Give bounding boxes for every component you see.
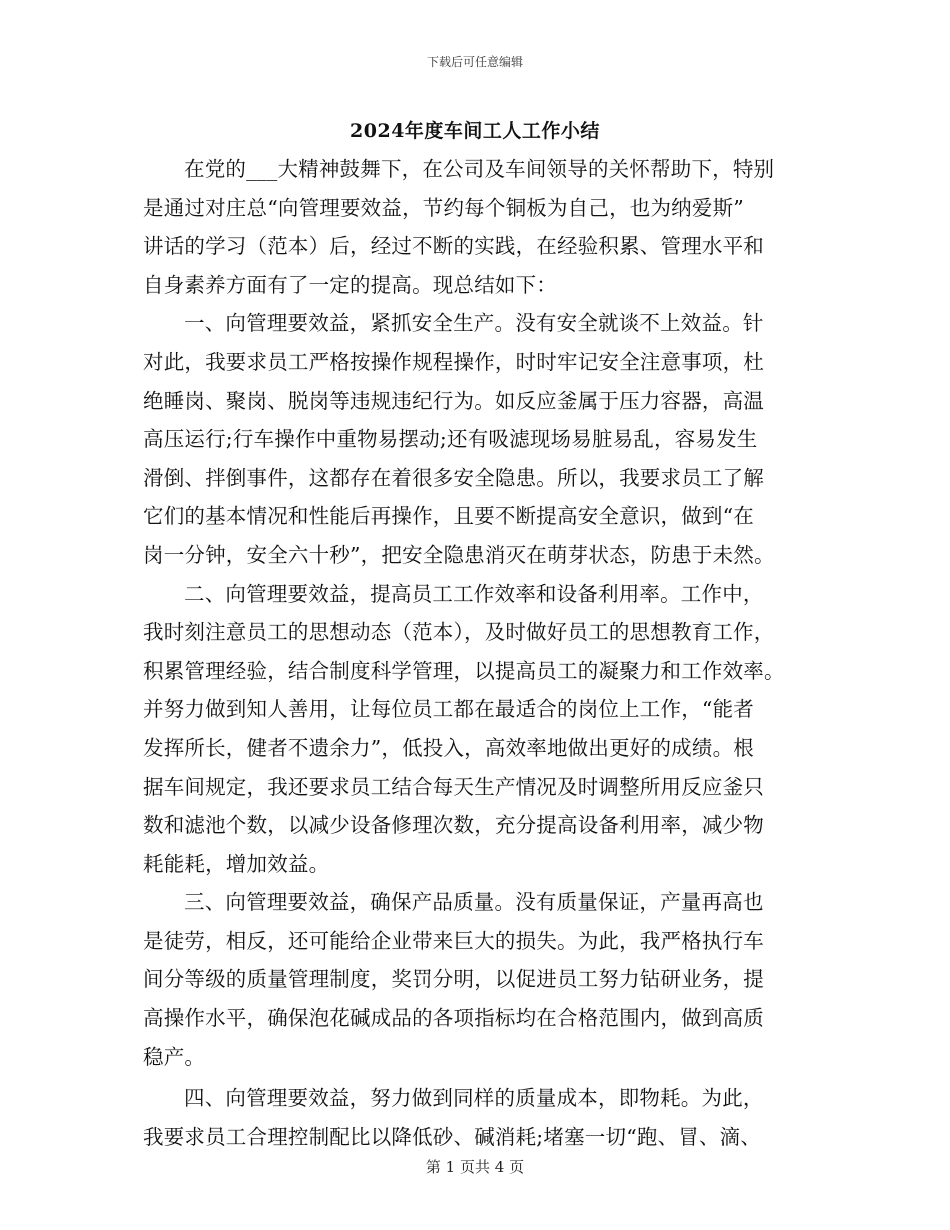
document-title: 2024年度车间工人工作小结 xyxy=(350,120,600,142)
text-line: 我要求员工合理控制配比以降低砂、碱消耗;堵塞一切“跑、冒、滴、 xyxy=(143,1124,762,1149)
text-line: 稳产。 xyxy=(143,1044,206,1069)
text-line: 三、向管理要效益，确保产品质量。没有质量保证，产量再高也 xyxy=(184,890,764,915)
text-line: 二、向管理要效益，提高员工工作效率和设备利用率。工作中， xyxy=(184,581,764,606)
paragraph-quality xyxy=(143,883,808,1076)
text-line: 数和滤池个数，以减少设备修理次数，充分提高设备利用率，减少物 xyxy=(143,813,764,838)
text-line: 讲话的学习（范本）后，经过不断的实践，在经验积累、管理水平和 xyxy=(143,234,764,259)
text-line: 并努力做到知人善用，让每位员工都在最适合的岗位上工作，“能者 xyxy=(143,697,754,722)
text-line: 发挥所长，健者不遗余力”，低投入，高效率地做出更好的成绩。根 xyxy=(143,735,754,760)
text-line: 间分等级的质量管理制度，奖罚分明，以促进员工努力钻研业务，提 xyxy=(143,967,764,992)
text-line: 是通过对庄总“向管理要效益，节约每个铜板为自己，也为纳爱斯” xyxy=(143,195,744,220)
text-line: 岗一分钟，安全六十秒”，把安全隐患消灭在萌芽状态，防患于未然。 xyxy=(143,542,775,567)
paragraph-safety xyxy=(143,304,808,574)
text-line: 在党的___大精神鼓舞下，在公司及车间领导的关怀帮助下，特别 xyxy=(184,157,775,181)
text-line: 高压运行;行车操作中重物易摆动;还有吸滤现场易脏易乱，容易发生 xyxy=(143,427,758,452)
text-line: 一、向管理要效益，紧抓安全生产。没有安全就谈不上效益。针 xyxy=(184,311,764,336)
document-body xyxy=(143,150,808,1156)
text-line: 高操作水平，确保泡花碱成品的各项指标均在合格范围内，做到高质 xyxy=(143,1006,764,1031)
text-line: 据车间规定，我还要求员工结合每天生产情况及时调整所用反应釜只 xyxy=(143,774,764,799)
text-line: 对此，我要求员工严格按操作规程操作，时时牢记安全注意事项，杜 xyxy=(143,349,764,374)
text-line: 自身素养方面有了一定的提高。现总结如下： xyxy=(143,272,557,297)
page-header: 下载后可任意编辑 xyxy=(426,55,523,69)
text-line: 我时刻注意员工的思想动态（范本），及时做好员工的思想教育工作， xyxy=(143,620,775,645)
paragraph-efficiency xyxy=(143,575,808,884)
page-footer: 第 1 页共 4 页 xyxy=(425,1158,525,1176)
paragraph-cost xyxy=(143,1079,808,1156)
text-line: 耗能耗，增加效益。 xyxy=(143,851,330,876)
paragraph-intro xyxy=(143,150,808,304)
text-line: 积累管理经验，结合制度科学管理，以提高员工的凝聚力和工作效率。 xyxy=(143,658,785,683)
text-line: 滑倒、拌倒事件，这都存在着很多安全隐患。所以，我要求员工了解 xyxy=(143,465,764,490)
text-line: 是徒劳，相反，还可能给企业带来巨大的损失。为此，我严格执行车 xyxy=(143,928,764,953)
text-line: 绝睡岗、聚岗、脱岗等违规违纪行为。如反应釜属于压力容器，高温 xyxy=(143,388,764,413)
text-line: 四、向管理要效益，努力做到同样的质量成本，即物耗。为此， xyxy=(184,1086,764,1111)
text-line: 它们的基本情况和性能后再操作，且要不断提高安全意识，做到“在 xyxy=(143,504,754,529)
